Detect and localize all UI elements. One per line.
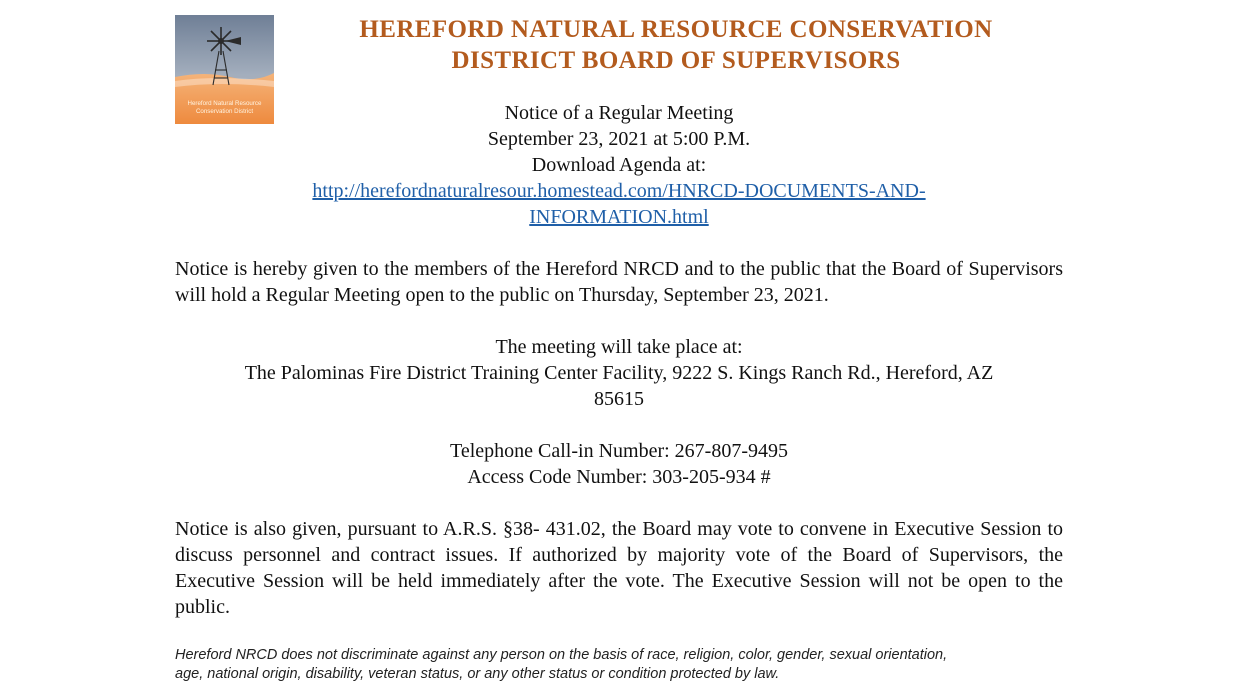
meeting-notice-header: [175, 100, 1063, 230]
meeting-datetime: September 23, 2021 at 5:00 P.M.: [487, 128, 751, 150]
agenda-link-line1[interactable]: http://herefordnaturalresour.homestead.com/HNRCD-DOCUMENTS-AND-: [312, 180, 926, 202]
disclaimer-line2: age, national origin, disability, veteran status, or any other status or condition protected by law.: [175, 666, 780, 682]
download-agenda-label: Download Agenda at:: [531, 154, 707, 176]
agenda-link-line2[interactable]: INFORMATION.html: [529, 206, 709, 228]
call-in-info: [175, 438, 1063, 490]
meeting-location: [175, 334, 1063, 412]
executive-session-paragraph: Notice is also given, pursuant to A.R.S. §38- 431.02, the Board may vote to convene in Executive Session to discuss personnel and contract issues. If authorized by majority vote of the Board of Supervisors, the Executive Session will be held immediately after the vote. The Executive Session will not be open to the public.: [175, 518, 1063, 618]
location-intro: The meeting will take place at:: [495, 336, 743, 358]
page-title: [296, 14, 1056, 76]
access-code: Access Code Number: 303-205-934 #: [467, 466, 771, 488]
nondiscrimination-disclaimer: [175, 646, 1075, 684]
notice-heading: Notice of a Regular Meeting: [504, 102, 734, 124]
call-in-number: Telephone Call-in Number: 267-807-9495: [450, 440, 788, 462]
location-address-line1: The Palominas Fire District Training Center Facility, 9222 S. Kings Ranch Rd., Hereford, AZ: [244, 362, 994, 384]
location-address-line2: 85615: [594, 388, 644, 410]
logo-caption-line2: Conservation District: [195, 108, 254, 115]
title-line2: DISTRICT BOARD OF SUPERVISORS: [451, 47, 901, 74]
disclaimer-line1: Hereford NRCD does not discriminate against any person on the basis of race, religion, color, gender, sexual orientation,: [175, 647, 948, 663]
notice-paragraph: Notice is hereby given to the members of the Hereford NRCD and to the public that the Board of Supervisors will hold a Regular Meeting open to the public on Thursday, September 23, 2021.: [175, 258, 1063, 306]
logo-caption-line1: Hereford Natural Resource: [187, 100, 262, 107]
title-line1: HEREFORD NATURAL RESOURCE CONSERVATION: [359, 16, 993, 43]
agenda-link[interactable]: [175, 178, 1063, 230]
